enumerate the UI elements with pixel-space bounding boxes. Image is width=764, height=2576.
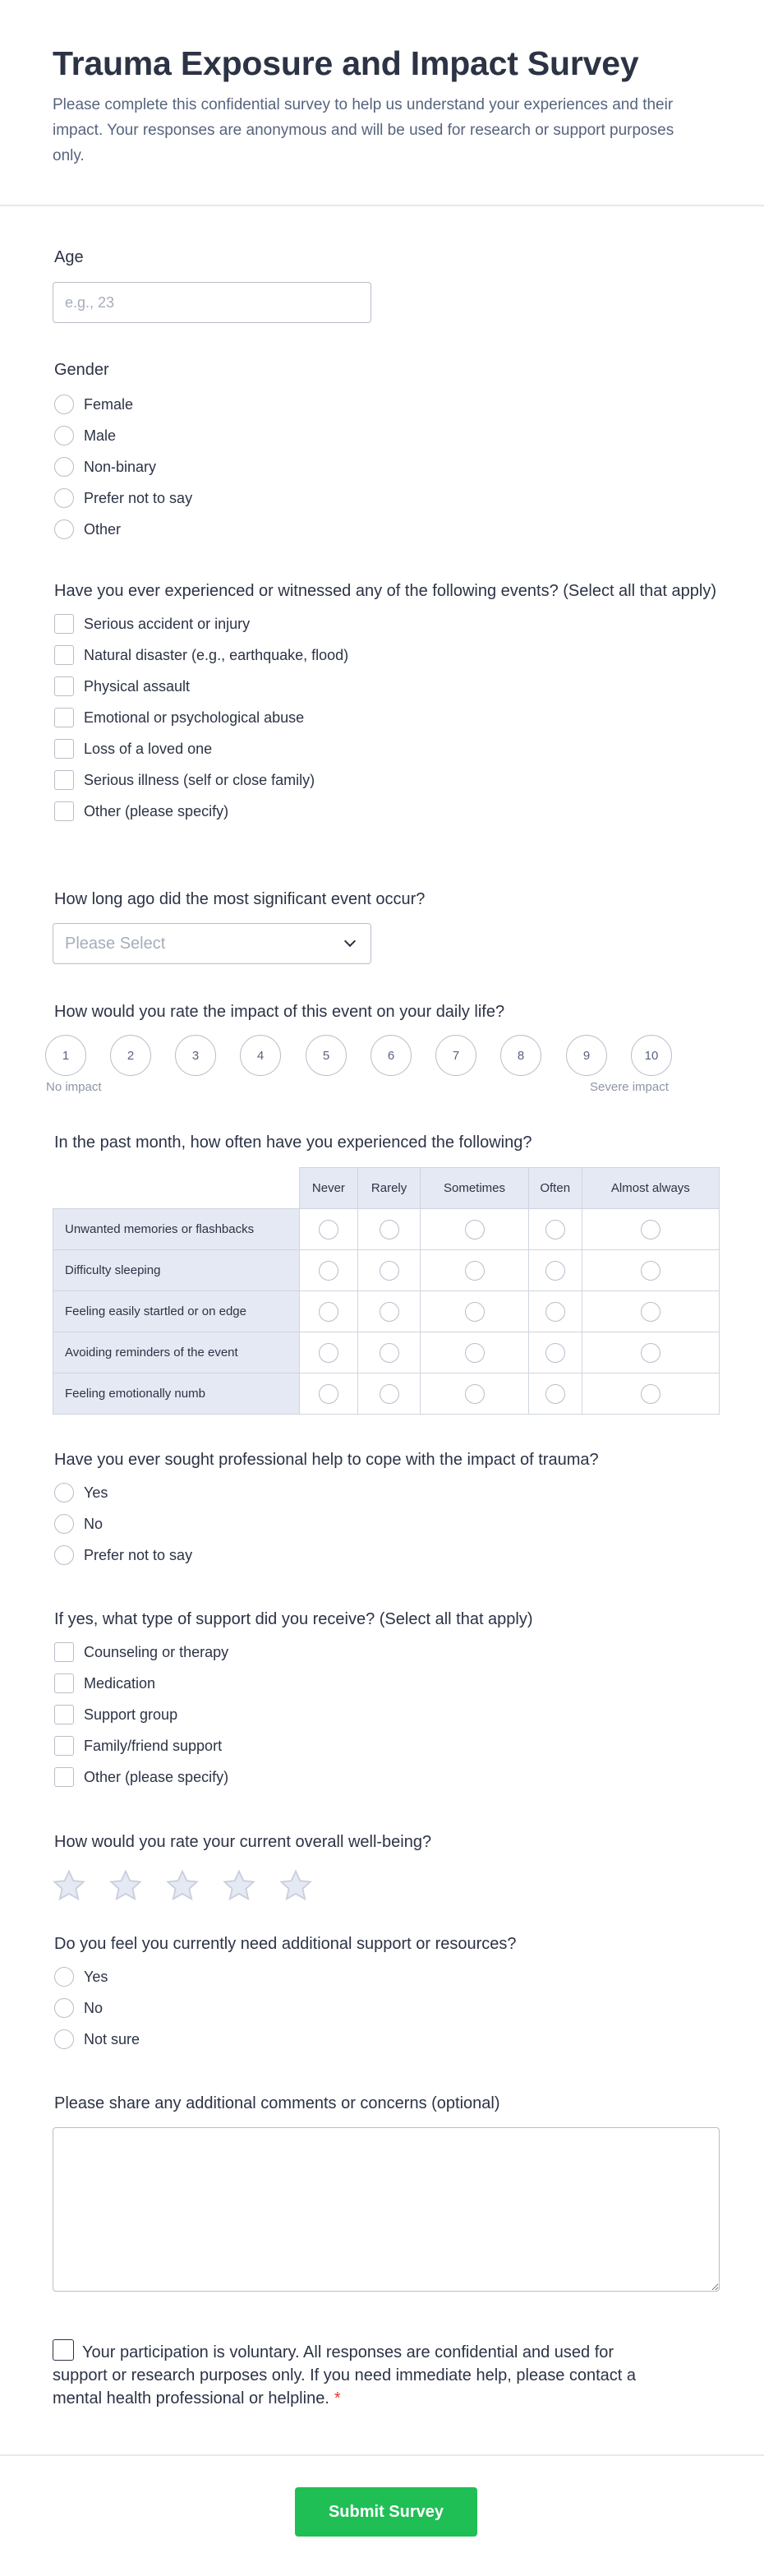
matrix-row — [53, 1209, 720, 1250]
matrix-radio[interactable] — [380, 1261, 399, 1281]
comments-question — [54, 2093, 720, 2114]
select-placeholder: Please Select — [65, 934, 166, 953]
matrix-row — [53, 1332, 720, 1373]
radio-icon[interactable] — [54, 1545, 74, 1565]
scale-option[interactable]: 7 — [435, 1035, 476, 1076]
matrix-radio[interactable] — [465, 1261, 485, 1281]
need-option[interactable]: Not sure — [54, 2024, 720, 2055]
checkbox-icon[interactable] — [54, 1673, 74, 1693]
comments-textarea[interactable] — [53, 2127, 720, 2292]
matrix-radio[interactable] — [545, 1261, 565, 1281]
need-label: Do you feel you currently need additional support or resources? — [54, 1935, 517, 1953]
comments-label: Please share any additional comments or concerns (optional) — [54, 2094, 500, 2112]
help-question — [54, 1449, 720, 1571]
support-label: If yes, what type of support did you receive? (Select all that apply) — [54, 1610, 533, 1628]
help-option[interactable]: No — [54, 1508, 720, 1540]
submit-button[interactable]: Submit Survey — [295, 2487, 477, 2537]
scale-option[interactable]: 5 — [306, 1035, 347, 1076]
need-option[interactable]: No — [54, 1992, 720, 2024]
matrix-column-header: Never — [300, 1168, 358, 1209]
matrix-column-header: Rarely — [357, 1168, 421, 1209]
matrix-radio[interactable] — [641, 1343, 660, 1363]
matrix-row-label: Difficulty sleeping — [53, 1250, 300, 1291]
scale-max-label: Severe impact — [590, 1080, 669, 1094]
matrix-row-label: Avoiding reminders of the event — [53, 1332, 300, 1373]
matrix-row — [53, 1250, 720, 1291]
age-input[interactable] — [53, 282, 371, 323]
help-option[interactable]: Prefer not to say — [54, 1540, 720, 1571]
matrix-row — [53, 1291, 720, 1332]
matrix-radio[interactable] — [545, 1384, 565, 1404]
matrix-column-header: Sometimes — [421, 1168, 528, 1209]
matrix-radio[interactable] — [319, 1261, 338, 1281]
matrix-corner — [53, 1168, 300, 1209]
matrix-radio[interactable] — [545, 1220, 565, 1240]
matrix-question — [54, 1132, 720, 1153]
checkbox-icon[interactable] — [54, 801, 74, 821]
form-header — [0, 0, 764, 206]
scale-option[interactable]: 4 — [240, 1035, 281, 1076]
matrix-radio[interactable] — [641, 1384, 660, 1404]
matrix-radio[interactable] — [380, 1384, 399, 1404]
star-icon[interactable] — [164, 1867, 200, 1904]
star-icon[interactable] — [221, 1867, 257, 1904]
radio-icon[interactable] — [54, 519, 74, 539]
matrix-radio[interactable] — [380, 1220, 399, 1240]
star-rating — [51, 1867, 720, 1904]
page-title: Trauma Exposure and Impact Survey — [53, 44, 639, 82]
matrix-radio[interactable] — [465, 1384, 485, 1404]
matrix-column-header: Often — [528, 1168, 582, 1209]
scale-option[interactable]: 8 — [500, 1035, 541, 1076]
gender-label: Gender — [54, 361, 109, 379]
scale-option[interactable]: 3 — [175, 1035, 216, 1076]
frequency-matrix — [53, 1167, 720, 1415]
scale-option[interactable]: 2 — [110, 1035, 151, 1076]
checkbox-icon[interactable] — [54, 1705, 74, 1724]
matrix-radio[interactable] — [465, 1302, 485, 1322]
events-question — [54, 580, 720, 827]
star-icon[interactable] — [108, 1867, 144, 1904]
scale-min-label: No impact — [46, 1080, 102, 1094]
matrix-radio[interactable] — [641, 1261, 660, 1281]
gender-option[interactable]: Non-binary — [54, 451, 720, 482]
help-option[interactable]: Yes — [54, 1477, 720, 1508]
matrix-radio[interactable] — [465, 1220, 485, 1240]
impact-label: How would you rate the impact of this event on your daily life? — [54, 1003, 505, 1021]
gender-option[interactable]: Male — [54, 420, 720, 451]
matrix-radio[interactable] — [380, 1302, 399, 1322]
radio-icon[interactable] — [54, 457, 74, 477]
events-option[interactable]: Natural disaster (e.g., earthquake, flood) — [54, 639, 720, 671]
matrix-radio[interactable] — [641, 1220, 660, 1240]
radio-icon[interactable] — [54, 1998, 74, 2018]
events-option[interactable]: Other (please specify) — [54, 796, 720, 827]
support-option[interactable]: Medication — [54, 1668, 720, 1699]
events-option[interactable]: Serious illness (self or close family) — [54, 764, 720, 796]
consent-checkbox[interactable] — [53, 2339, 74, 2361]
form-footer — [0, 2454, 764, 2576]
radio-icon[interactable] — [54, 2029, 74, 2049]
gender-option[interactable]: Prefer not to say — [54, 482, 720, 514]
matrix-row-label: Feeling emotionally numb — [53, 1373, 300, 1415]
radio-icon[interactable] — [54, 395, 74, 414]
support-option[interactable]: Other (please specify) — [54, 1761, 720, 1793]
matrix-row — [53, 1373, 720, 1415]
impact-question — [54, 1001, 720, 1023]
matrix-radio[interactable] — [380, 1343, 399, 1363]
events-option[interactable]: Loss of a loved one — [54, 733, 720, 764]
events-option[interactable]: Emotional or psychological abuse — [54, 702, 720, 733]
matrix-radio[interactable] — [545, 1343, 565, 1363]
matrix-radio[interactable] — [319, 1220, 338, 1240]
star-icon[interactable] — [51, 1867, 87, 1904]
matrix-radio[interactable] — [319, 1302, 338, 1322]
scale-option[interactable]: 6 — [370, 1035, 412, 1076]
chevron-down-icon — [344, 935, 356, 947]
how-long-label: How long ago did the most significant event occur? — [54, 890, 426, 908]
radio-icon[interactable] — [54, 1967, 74, 1987]
radio-icon[interactable] — [54, 426, 74, 445]
events-label: Have you ever experienced or witnessed any of the following events? (Select all that apply) — [54, 582, 717, 600]
checkbox-icon[interactable] — [54, 645, 74, 665]
consent-field — [53, 2339, 644, 2410]
radio-icon[interactable] — [54, 1514, 74, 1534]
age-label: Age — [54, 248, 84, 266]
matrix-radio[interactable] — [319, 1384, 338, 1404]
scale-option[interactable]: 1 — [45, 1035, 86, 1076]
scale-option[interactable]: 9 — [566, 1035, 607, 1076]
wellbeing-label: How would you rate your current overall well-being? — [54, 1833, 432, 1851]
matrix-radio[interactable] — [545, 1302, 565, 1322]
checkbox-icon[interactable] — [54, 1767, 74, 1787]
support-option[interactable]: Counseling or therapy — [54, 1637, 720, 1668]
events-option[interactable]: Serious accident or injury — [54, 608, 720, 639]
checkbox-icon[interactable] — [54, 739, 74, 759]
age-question — [54, 247, 720, 268]
support-option[interactable]: Family/friend support — [54, 1730, 720, 1761]
gender-option[interactable]: Other — [54, 514, 720, 545]
required-mark: * — [334, 2389, 341, 2407]
events-option[interactable]: Physical assault — [54, 671, 720, 702]
checkbox-icon[interactable] — [54, 708, 74, 727]
checkbox-icon[interactable] — [54, 614, 74, 634]
radio-icon[interactable] — [54, 488, 74, 508]
consent-text: Your participation is voluntary. All responses are confidential and used for support or research purposes only. If you need immediate help, please contact a mental health professional or helpline. — [53, 2343, 637, 2407]
wellbeing-question — [54, 1831, 720, 1904]
matrix-radio[interactable] — [465, 1343, 485, 1363]
matrix-radio[interactable] — [641, 1302, 660, 1322]
how-long-select[interactable] — [53, 923, 371, 964]
checkbox-icon[interactable] — [54, 1736, 74, 1756]
gender-question — [54, 359, 720, 545]
page-description: Please complete this confidential survey to help us understand your experiences and their impact. Your responses are anonymous and will be used for research or support purposes only. — [53, 96, 674, 164]
checkbox-icon[interactable] — [54, 770, 74, 790]
how-long-question — [54, 889, 720, 910]
gender-option[interactable]: Female — [54, 389, 720, 420]
matrix-column-header: Almost always — [582, 1168, 719, 1209]
need-option[interactable]: Yes — [54, 1961, 720, 1992]
matrix-row-label: Feeling easily startled or on edge — [53, 1291, 300, 1332]
help-label: Have you ever sought professional help to cope with the impact of trauma? — [54, 1451, 599, 1469]
radio-icon[interactable] — [54, 1483, 74, 1503]
scale-option[interactable]: 10 — [631, 1035, 672, 1076]
support-option[interactable]: Support group — [54, 1699, 720, 1730]
star-icon[interactable] — [278, 1867, 314, 1904]
checkbox-icon[interactable] — [54, 676, 74, 696]
matrix-label: In the past month, how often have you experienced the following? — [54, 1133, 532, 1152]
matrix-row-label: Unwanted memories or flashbacks — [53, 1209, 300, 1250]
checkbox-icon[interactable] — [54, 1642, 74, 1662]
need-question — [54, 1933, 720, 2055]
support-question — [54, 1609, 720, 1793]
matrix-radio[interactable] — [319, 1343, 338, 1363]
